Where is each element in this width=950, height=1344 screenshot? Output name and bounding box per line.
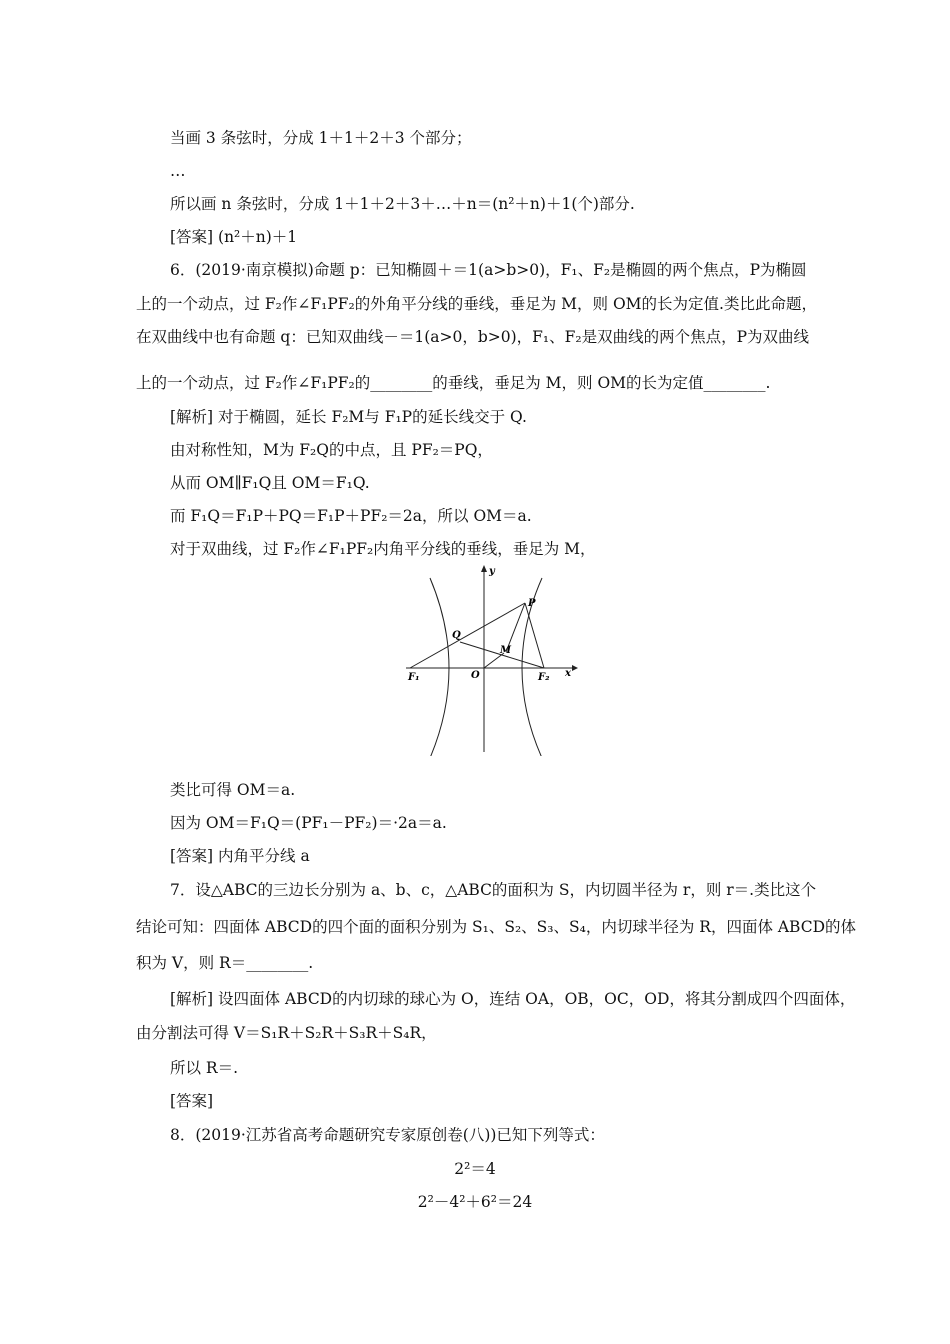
hyperbola-diagram [402,560,582,756]
analysis-line: [解析] 设四面体 ABCD的内切球的球心为 O，连结 OA，OB，OC，OD，将其分割成四个四面体， [170,990,856,1008]
label-o: O [471,670,480,681]
problem-7-line: 积为 V，则 R＝________. [136,954,314,972]
analysis-line: 因为 OM＝F₁Q＝(PF₁－PF₂)＝·2a＝a. [170,814,447,832]
equation-line: 2²＝4 [454,1160,496,1178]
line-f1-p [410,603,525,668]
label-p: P [528,598,536,609]
hyperbola-figure [402,560,582,756]
analysis-line: 从而 OM∥F₁Q且 OM＝F₁Q. [170,474,370,492]
label-m: M [500,645,512,656]
answer-line: [答案] 内角平分线 a [170,847,310,865]
problem-6-line: 上的一个动点，过 F₂作∠F₁PF₂的________的垂线，垂足为 M，则 OM的长为定值________. [136,374,771,392]
problem-8-line: 8．(2019·江苏省高考命题研究专家原创卷(八))已知下列等式： [170,1126,605,1144]
text-line: … [170,162,186,180]
answer-line: [答案] (n²＋n)＋1 [170,228,298,246]
problem-6-line: 6．(2019·南京模拟)命题 p：已知椭圆＋＝1(a>b>0)，F₁、F₂是椭圆的两个焦点，P为椭圆 [170,261,807,279]
line-p-f2 [525,603,544,668]
problem-6-line: 在双曲线中也有命题 q：已知双曲线－＝1(a>0，b>0)，F₁、F₂是双曲线的两个焦点，P为双曲线 [136,328,810,346]
problem-7-line: 结论可知：四面体 ABCD的四个面的面积分别为 S₁、S₂、S₃、S₄，内切球半径为 R，四面体 ABCD的体 [136,918,857,936]
label-q: Q [452,630,461,641]
analysis-line: 对于双曲线，过 F₂作∠F₁PF₂内角平分线的垂线，垂足为 M， [170,540,596,558]
analysis-line: 类比可得 OM＝a. [170,781,296,799]
analysis-line: [解析] 对于椭圆，延长 F₂M与 F₁P的延长线交于 Q. [170,408,527,426]
problem-6-line: 上的一个动点，过 F₂作∠F₁PF₂的外角平分线的垂线，垂足为 M，则 OM的长为定值.类比此命题， [136,295,817,313]
hyperbola-left-branch [430,578,449,756]
label-x: x [565,668,571,679]
label-f1: F₁ [408,672,420,683]
analysis-line: 由分割法可得 V＝S₁R＋S₂R＋S₃R＋S₄R， [136,1024,437,1042]
problem-7-line: 7．设△ABC的三边长分别为 a、b、c，△ABC的面积为 S，内切圆半径为 r，则 r＝.类比这个 [170,881,817,899]
analysis-line: 所以 R＝. [170,1059,239,1077]
text-line: 所以画 n 条弦时，分成 1＋1＋2＋3＋…＋n＝(n²＋n)＋1(个)部分. [170,195,635,213]
y-axis-arrow-icon [481,565,487,572]
analysis-line: 而 F₁Q＝F₁P＋PQ＝F₁P＋PF₂＝2a，所以 OM＝a. [170,507,532,525]
x-axis-arrow-icon [572,665,578,671]
label-f2: F₂ [538,672,550,683]
analysis-line: 由对称性知，M为 F₂Q的中点，且 PF₂＝PQ， [170,441,493,459]
answer-line: [答案] [170,1092,214,1110]
text-line: 当画 3 条弦时，分成 1＋1＋2＋3 个部分； [170,129,472,147]
equation-line: 2²－4²＋6²＝24 [417,1193,533,1211]
label-y: y [489,566,495,577]
